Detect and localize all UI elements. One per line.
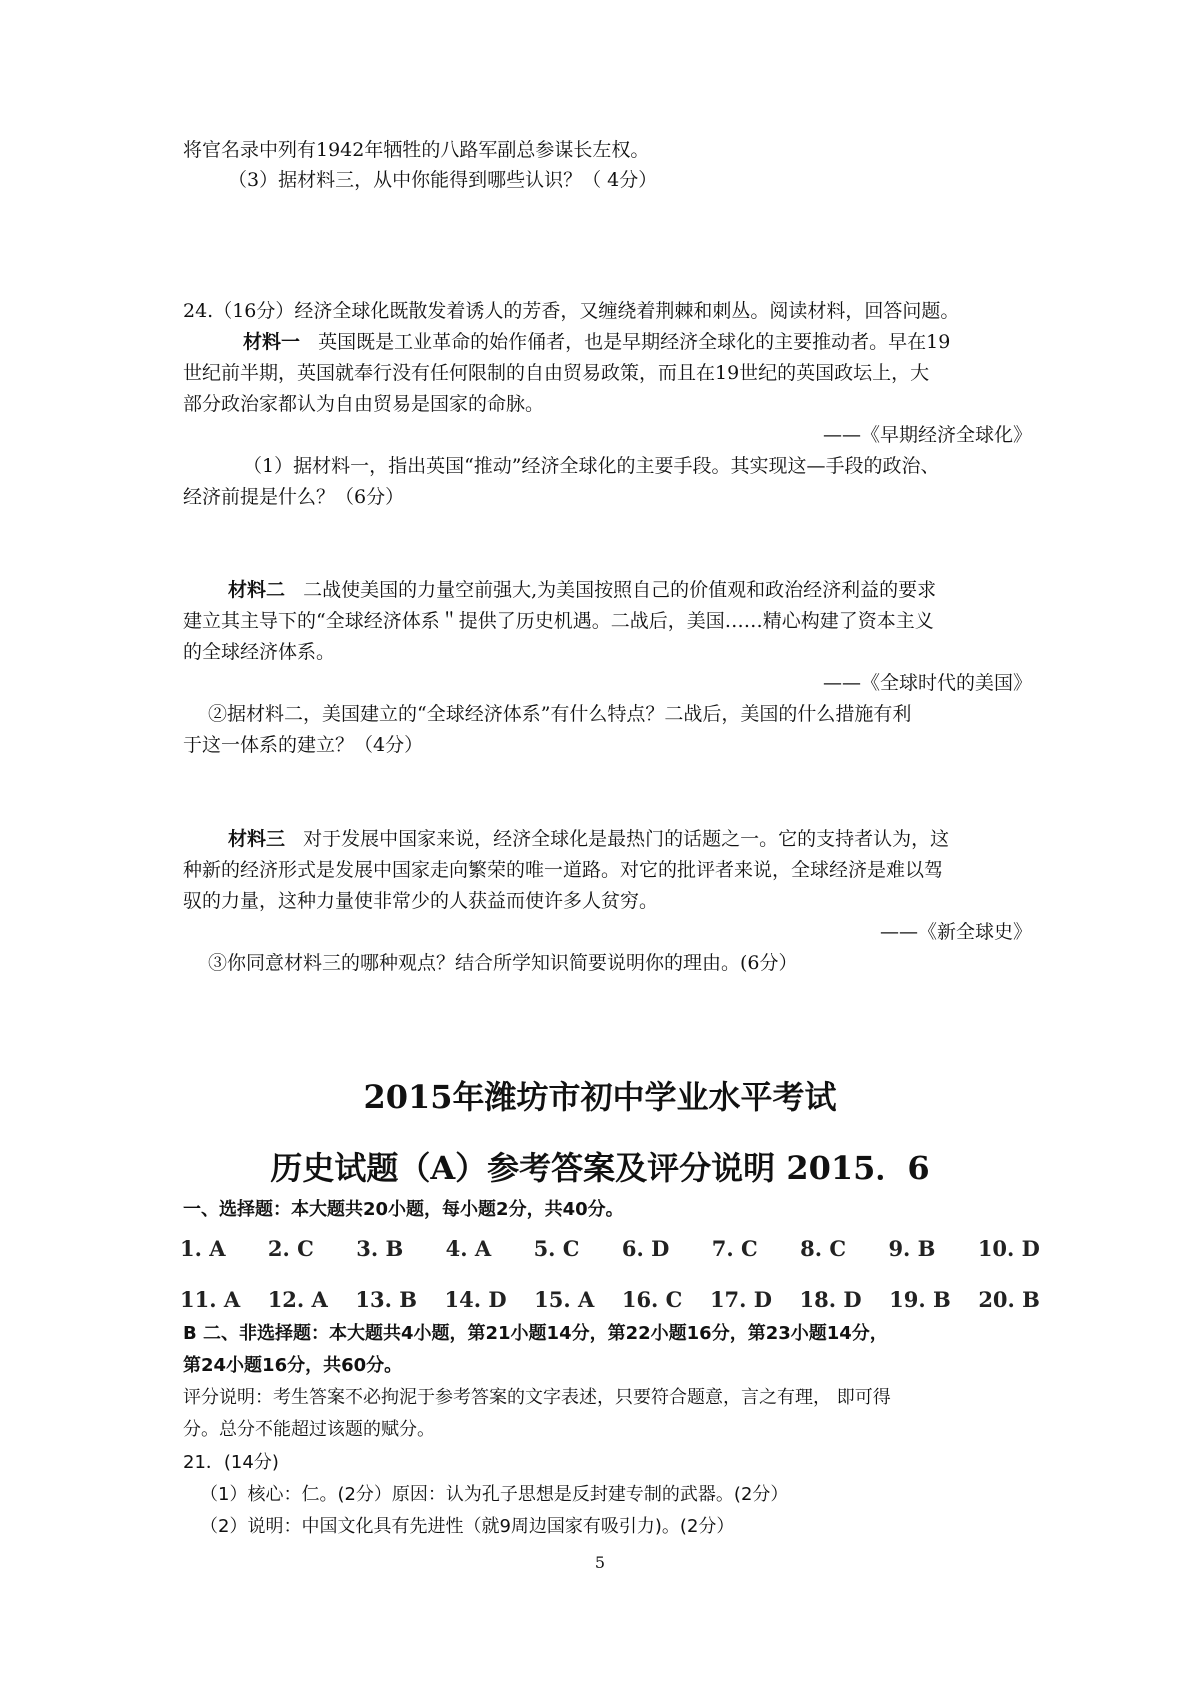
- answer-item: 20. B: [978, 1287, 1040, 1312]
- page-number: 5: [594, 1553, 606, 1572]
- answer-item: 13. B: [355, 1287, 417, 1312]
- answer-item: 14. D: [444, 1287, 507, 1312]
- answer-item: 19. B: [889, 1287, 951, 1312]
- answer-item: 15. A: [534, 1287, 595, 1312]
- question-24: 24.（16分）经济全球化既散发着诱人的芳香，又缠绕着荆棘和刺丛。阅读材料，回答问题。: [183, 300, 960, 322]
- section-2-heading-line-1: B 二、非选择题：本大题共4小题，第21小题14分，第22小题16分，第23小题14分，: [183, 1323, 888, 1344]
- material-1-first-line: [243, 328, 1093, 356]
- answer-item: 8. C: [800, 1236, 847, 1261]
- answer-item: 7. C: [711, 1236, 758, 1261]
- question-3: （3）据材料三，从中你能得到哪些认识？（ 4分）: [228, 169, 658, 191]
- material-2-line-3: 的全球经济体系。: [183, 641, 336, 663]
- answer-item: 11. A: [180, 1287, 241, 1312]
- question-24-2-line-2: 于这一体系的建立？（4分）: [183, 734, 424, 756]
- answer-item: 4. A: [445, 1236, 492, 1261]
- section-1-heading: 一、选择题：本大题共20小题，每小题2分，共40分。: [183, 1199, 624, 1220]
- question-21-heading: 21．(14分): [183, 1452, 279, 1473]
- answer-item: 1. A: [180, 1236, 226, 1261]
- grading-note-line-1: 评分说明：考生答案不必拘泥于参考答案的文字表述，只要符合题意，言之有理， 即可得: [183, 1387, 891, 1408]
- section-2-heading-line-2: 第24小题16分，共60分。: [183, 1355, 403, 1376]
- question-24-2-line-1: ②据材料二，美国建立的“全球经济体系”有什么特点？二战后，美国的什么措施有利: [208, 703, 912, 725]
- answer-21-1: （1）核心：仁。(2分）原因：认为孔子思想是反封建专制的武器。(2分）: [200, 1484, 789, 1505]
- material-1-line-2: 世纪前半期，英国就奉行没有任何限制的自由贸易政策，而且在19世纪的英国政坛上，大: [183, 362, 930, 384]
- answer-item: 12. A: [267, 1287, 328, 1312]
- text-line: 将官名录中列有1942年牺牲的八路军副总参谋长左权。: [183, 139, 650, 161]
- answer-title: 2015年潍坊市初中学业水平考试: [363, 1078, 837, 1116]
- question-24-1-line-1: （1）据材料一，指出英国“推动”经济全球化的主要手段。其实现这—手段的政治、: [243, 455, 940, 477]
- material-3-source: ——《新全球史》: [879, 921, 1032, 943]
- answer-item: 9. B: [888, 1236, 936, 1261]
- material-2-line-2: 建立其主导下的“全球经济体系＂提供了历史机遇。二战后，美国……精心构建了资本主义: [183, 610, 934, 632]
- answer-item: 10. D: [977, 1236, 1040, 1261]
- material-3-line-2: 种新的经济形式是发展中国家走向繁荣的唯一道路。对它的批评者来说，全球经济是难以驾: [183, 859, 944, 881]
- answer-item: 2. C: [267, 1236, 314, 1261]
- question-24-1-line-2: 经济前提是什么？（6分）: [183, 486, 405, 508]
- material-3-first-line: [228, 825, 1078, 853]
- material-2-source: ——《全球时代的美国》: [822, 672, 1032, 694]
- question-24-3: ③你同意材料三的哪种观点？结合所学知识简要说明你的理由。(6分）: [208, 952, 798, 974]
- answer-item: 6. D: [621, 1236, 670, 1261]
- answers-row-2: [180, 1287, 1040, 1312]
- grading-note-line-2: 分。总分不能超过该题的赋分。: [183, 1419, 435, 1440]
- material-3-line-3: 驭的力量，这种力量使非常少的人获益而使许多人贫穷。: [183, 890, 659, 912]
- answer-21-2: （2）说明：中国文化具有先进性（就9周边国家有吸引力)。(2分）: [200, 1516, 735, 1537]
- answers-row-1: [180, 1236, 1040, 1261]
- material-1-label: 材料一: [243, 331, 301, 353]
- material-2-first-line: [228, 576, 1078, 604]
- material-1-text: 英国既是工业革命的始作俑者，也是早期经济全球化的主要推动者。早在19: [318, 331, 951, 353]
- material-3-text: 对于发展中国家来说，经济全球化是最热门的话题之一。它的支持者认为，这: [303, 828, 950, 850]
- answer-subtitle: 历史试题（A）参考答案及评分说明 2015．6: [270, 1149, 930, 1187]
- answer-item: 16. C: [621, 1287, 683, 1312]
- material-2-label: 材料二: [228, 579, 286, 601]
- answer-item: 18. D: [799, 1287, 862, 1312]
- material-1-line-3: 部分政治家都认为自由贸易是国家的命脉。: [183, 393, 545, 415]
- material-2-text: 二战使美国的力量空前强大,为美国按照自己的价值观和政治经济利益的要求: [303, 579, 937, 601]
- material-3-label: 材料三: [228, 828, 286, 850]
- answer-item: 17. D: [709, 1287, 772, 1312]
- answer-item: 3. B: [356, 1236, 404, 1261]
- answer-item: 5. C: [533, 1236, 580, 1261]
- material-1-source: ——《早期经济全球化》: [822, 424, 1032, 446]
